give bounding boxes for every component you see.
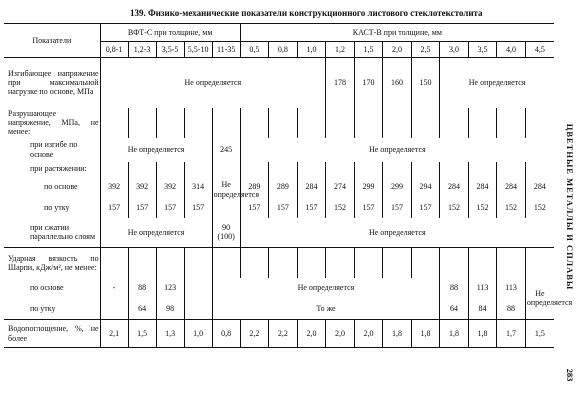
value-cell: 88 [497,298,526,320]
value-cell: 2,2 [240,320,269,348]
value-cell: 157 [411,198,440,218]
thick-cell: 3,5-5 [156,42,184,58]
value-cell: 113 [497,278,526,298]
value-cell: 157 [100,198,128,218]
value-cell: 64 [128,298,156,320]
not-determined: Не определяется [100,138,212,162]
value-cell: 157 [184,198,212,218]
section-label: Ударная вязкость по Шарпи, кДж/м², не менее: [8,253,99,272]
thick-cell: 4,5 [525,42,554,58]
value-cell: 294 [411,176,440,198]
value-cell: 157 [156,198,184,218]
row-label: Изгибающее напряжение при максимальной нагрузке по основе, МПа [8,68,99,97]
value-cell: 2,0 [354,320,383,348]
row-label: по основе [30,282,64,292]
value-cell: 1,8 [383,320,412,348]
value-cell: 284 [440,176,469,198]
thick-cell: 0,8-1 [100,42,128,58]
not-determined: Не определяется [440,58,554,108]
value-cell: 113 [468,278,497,298]
thick-cell: 0,8 [269,42,298,58]
value-cell: 152 [440,198,469,218]
value-cell: 157 [297,198,326,218]
value-cell: 88 [128,278,156,298]
value-cell: 314 [184,176,212,198]
value-cell: 1,8 [440,320,469,348]
value-cell: 245 [212,138,240,162]
value-cell: 157 [240,198,269,218]
value-cell: 1,5 [525,320,554,348]
value-cell: 160 [383,58,412,108]
thick-cell: 1,2 [326,42,355,58]
not-determined: Не определяется [100,218,212,248]
value-cell: 284 [468,176,497,198]
value-cell: 299 [354,176,383,198]
not-determined: Не определяется [240,138,554,162]
value-cell: 152 [468,198,497,218]
value-cell: 157 [128,198,156,218]
value-cell: 150 [411,58,440,108]
header-group-vft: ВФТ-С при толщине, мм [100,24,240,42]
section-label: Разрушающее напряжение, МПа, не менее: [8,108,99,137]
thick-cell: 1,5 [354,42,383,58]
not-determined-merged: Не определяется [212,162,240,218]
value-cell: 289 [240,176,269,198]
running-side-header [560,123,580,291]
header-param: Показатели [4,24,100,58]
not-determined: Не определяется [100,58,326,108]
thick-cell: 5,5-10 [184,42,212,58]
value-cell: 178 [326,58,355,108]
value-cell: 2,0 [326,320,355,348]
thick-cell: 11-35 [212,42,240,58]
page-number [560,355,580,395]
row-label: при сжатии параллельно слоям [30,223,96,242]
value-cell: 170 [354,58,383,108]
value-cell: 284 [497,176,526,198]
value-cell: 392 [128,176,156,198]
thick-cell: 2,5 [411,42,440,58]
value-cell: 1,5 [128,320,156,348]
row-label: при изгибе по основе [30,140,78,159]
value-cell: 274 [326,176,355,198]
value-cell: 157 [383,198,412,218]
row-label: по основе [44,181,78,191]
row-label: при растяжении: [30,163,87,173]
value-cell: 64 [440,298,469,320]
thick-cell: 1,0 [297,42,326,58]
value-cell: 299 [383,176,412,198]
thick-cell: 2,0 [383,42,412,58]
thick-cell: 4,0 [497,42,526,58]
value-cell: 157 [269,198,298,218]
value-cell: 284 [297,176,326,198]
not-determined-merged: Не определяется [525,278,554,320]
page-number-text: 283 [565,368,575,382]
value-cell: 2,0 [297,320,326,348]
same-as-above: То же [212,298,440,320]
value-cell: 1,3 [156,320,184,348]
value-cell: 1,0 [184,320,212,348]
value-cell: 1,7 [497,320,526,348]
value-cell: 152 [326,198,355,218]
header-group-kast: КАСТ-В при толщине, мм [240,24,554,42]
thick-cell: 1,2-3 [128,42,156,58]
value-cell: 2,2 [269,320,298,348]
value-cell: 0,8 [212,320,240,348]
value-cell: 2,1 [100,320,128,348]
row-label: по утку [44,202,70,212]
not-determined: Не определяется [240,218,554,248]
row-label: Водопоглощение, %, не более [8,324,99,343]
value-cell: 90 (100) [212,218,240,248]
value-cell: 157 [354,198,383,218]
value-cell: 98 [156,298,184,320]
thick-cell: 0,5 [240,42,269,58]
value-cell: 284 [525,176,554,198]
value-cell: 152 [525,198,554,218]
value-cell: 289 [269,176,298,198]
thick-cell: 3,5 [468,42,497,58]
value-cell: 152 [497,198,526,218]
value-cell: 84 [468,298,497,320]
table-title: 139. Физико-механические показатели конструкционного листового стеклотекстолита [130,8,483,18]
thick-cell: 3,0 [440,42,469,58]
side-header-text: ЦВЕТНЫЕ МЕТАЛЛЫ И СПЛАВЫ [565,123,575,291]
value-cell: 392 [156,176,184,198]
value-cell: 1,8 [468,320,497,348]
value-cell: 392 [100,176,128,198]
value-cell: - [100,278,128,298]
value-cell: 1,8 [411,320,440,348]
row-label: по утку [30,303,56,313]
value-cell: 88 [440,278,469,298]
not-determined: Не определяется [212,278,440,298]
value-cell: 123 [156,278,184,298]
